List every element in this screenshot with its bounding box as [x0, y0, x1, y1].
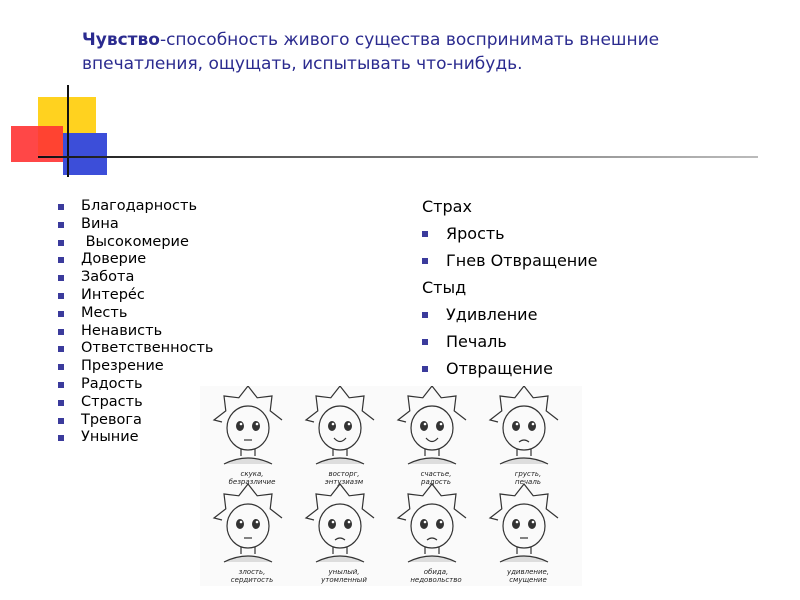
- list-item-label: Отвращение: [446, 359, 553, 378]
- face-caption: грусть,: [514, 470, 542, 478]
- emotion-faces-illustration: [200, 386, 582, 586]
- list-item-label: Радость: [81, 375, 143, 392]
- face-caption: обида,: [423, 568, 449, 576]
- list-item-label: Презрение: [81, 358, 164, 375]
- face-drawing: [214, 386, 282, 486]
- bullet-icon: [58, 204, 64, 210]
- list-item: [58, 198, 213, 216]
- bullet-icon: [58, 364, 64, 370]
- list-item: [58, 287, 213, 305]
- bullet-icon: [58, 275, 64, 281]
- emotions-list-right: [422, 193, 598, 382]
- list-item: [58, 376, 213, 394]
- bullet-icon: [58, 293, 64, 299]
- face-drawing: [306, 386, 374, 486]
- list-item: [58, 269, 213, 287]
- list-item: [422, 274, 598, 301]
- decor-vertical-line: [67, 85, 69, 177]
- bullet-icon: [58, 329, 64, 335]
- face-caption: утомленный: [321, 576, 367, 584]
- list-item: [58, 394, 213, 412]
- list-item-label: Ответственность: [81, 340, 214, 357]
- list-item: [422, 301, 598, 328]
- list-item-label: Страх: [422, 197, 472, 216]
- list-item: [58, 234, 213, 252]
- bullet-icon: [58, 222, 64, 228]
- face-caption: радость: [421, 478, 451, 486]
- decor-horizontal-rule: [38, 156, 758, 158]
- bullet-icon: [58, 382, 64, 388]
- list-item: [422, 220, 598, 247]
- list-item-label: Забота: [81, 269, 135, 286]
- list-item: [422, 247, 598, 274]
- face-caption: энтузиазм: [324, 478, 364, 486]
- list-item-label: Тревога: [81, 411, 142, 428]
- list-item-label: Ярость: [446, 224, 505, 243]
- list-item: [58, 216, 213, 234]
- list-item-label: Стыд: [422, 278, 467, 297]
- list-item: [58, 429, 213, 447]
- face-drawing: [306, 484, 374, 584]
- face-drawing: [398, 386, 466, 486]
- list-item-label: Удивление: [446, 305, 538, 324]
- list-item-label: Страсть: [81, 393, 143, 410]
- list-item-label: Месть: [81, 304, 128, 321]
- bullet-icon: [58, 240, 64, 246]
- title-definition: -способность живого существа воспринимать внешние впечатления, ощущать, испытывать что-нибудь.: [82, 30, 660, 74]
- face-drawing: [490, 386, 558, 486]
- face-caption: безразличие: [228, 478, 276, 486]
- list-item-label: Высокомерие: [81, 233, 189, 250]
- decor-blue-square: [63, 133, 107, 175]
- bullet-icon: [58, 400, 64, 406]
- list-item: [58, 358, 213, 376]
- face-caption: счастье,: [420, 470, 452, 478]
- face-caption: унылый,: [328, 568, 360, 576]
- emotions-list-left: [58, 198, 213, 447]
- bullet-icon: [58, 257, 64, 263]
- face-drawing: [214, 484, 282, 584]
- bullet-icon: [58, 418, 64, 424]
- list-item-label: Интерéс: [81, 286, 145, 303]
- bullet-icon: [422, 258, 428, 264]
- list-item: [422, 355, 598, 382]
- slide-title: [82, 28, 722, 76]
- list-item: [422, 193, 598, 220]
- face-caption: недовольство: [410, 576, 462, 584]
- list-item-label: Уныние: [81, 429, 139, 446]
- list-item-label: Ненависть: [81, 322, 163, 339]
- list-item: [58, 323, 213, 341]
- bullet-icon: [58, 311, 64, 317]
- title-term: Чувство: [82, 30, 160, 50]
- list-item: [422, 328, 598, 355]
- face-drawing: [398, 484, 466, 584]
- bullet-icon: [422, 339, 428, 345]
- list-item: [58, 340, 213, 358]
- face-caption: печаль: [515, 478, 541, 486]
- face-caption: сердитость: [230, 576, 274, 584]
- face-caption: восторг,: [328, 470, 360, 478]
- face-caption: злость,: [238, 568, 266, 576]
- list-item-label: Благодарность: [81, 198, 198, 214]
- list-item: [58, 251, 213, 269]
- bullet-icon: [58, 346, 64, 352]
- list-item: [58, 305, 213, 323]
- list-item-label: Вина: [81, 215, 119, 232]
- list-item-label: Доверие: [81, 251, 147, 268]
- bullet-icon: [58, 435, 64, 441]
- list-item-label: Гнев Отвращение: [446, 251, 598, 270]
- face-caption: скука,: [240, 470, 264, 478]
- bullet-icon: [422, 366, 428, 372]
- bullet-icon: [422, 231, 428, 237]
- faces-svg: [200, 386, 582, 586]
- list-item: [58, 412, 213, 430]
- list-item-label: Печаль: [446, 332, 507, 351]
- bullet-icon: [422, 312, 428, 318]
- face-caption: смущение: [509, 576, 547, 584]
- face-drawing: [490, 484, 558, 584]
- face-caption: удивление,: [506, 568, 550, 576]
